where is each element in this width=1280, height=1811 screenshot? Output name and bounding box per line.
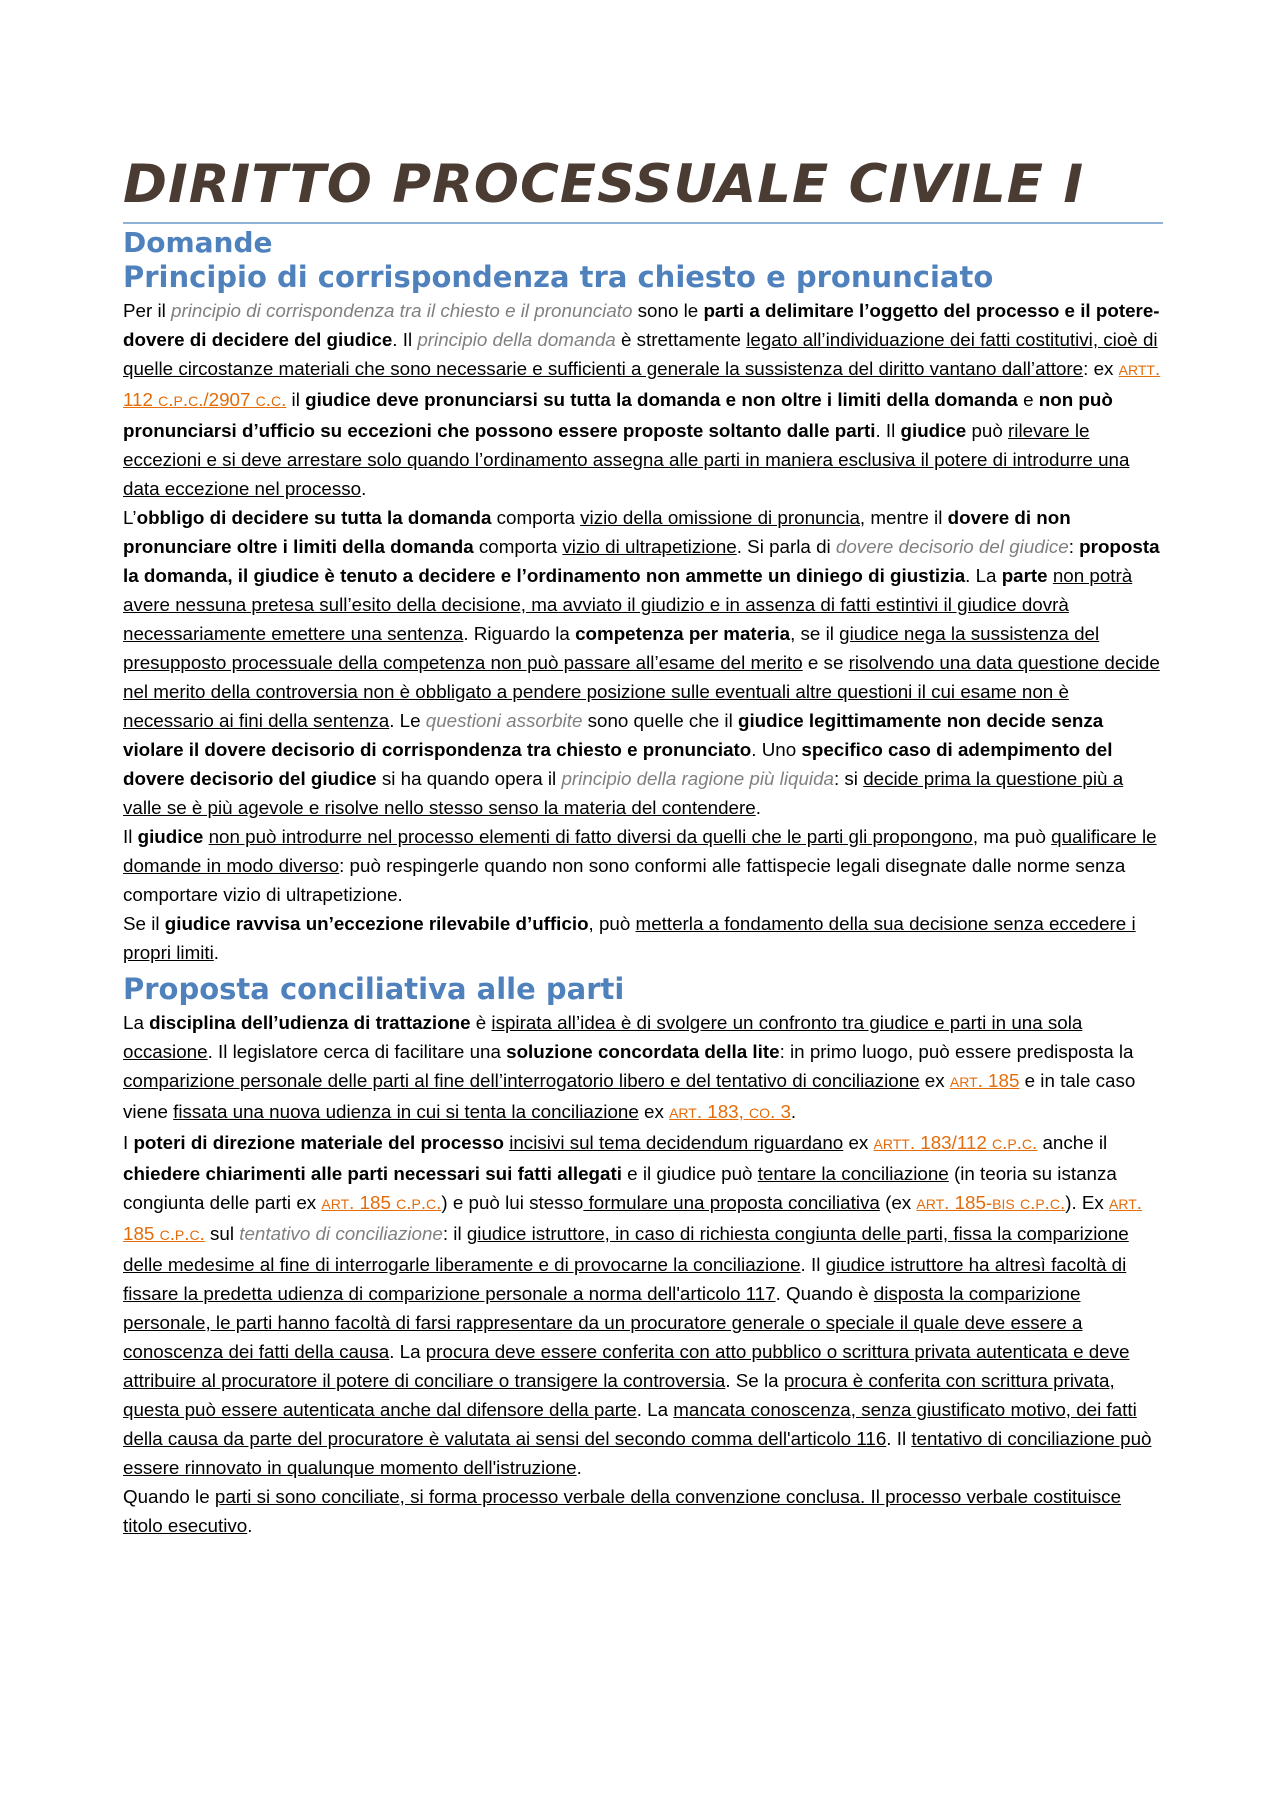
underlined-text: tentativo di conciliazione può essere rinnovato in qualunque momento dell'istruzione — [123, 1428, 1152, 1478]
underlined-text: procura è conferita con scrittura privata, questa può essere autenticata anche dal difensore della parte — [123, 1370, 1115, 1420]
bold-text: giudice deve pronunciarsi su tutta la domanda e non oltre i limiti della domanda — [305, 389, 1018, 410]
underlined-text: vizio di ultrapetizione — [562, 536, 737, 557]
bold-text: soluzione concordata della lite — [506, 1041, 780, 1062]
italic-term: principio di corrispondenza tra il chiesto e il pronunciato — [171, 300, 633, 321]
paragraph — [123, 1008, 1163, 1128]
text-run: : può respingerle quando non sono conformi alle fattispecie legali disegnate dalle norme senza comportare vizio di ultrapetizione. — [123, 855, 1126, 905]
text-run: . Si parla di — [736, 536, 836, 557]
text-run: . La — [389, 1341, 426, 1362]
text-run: . Riguardo la — [463, 623, 576, 644]
underlined-text: ispirata all’idea è di svolgere un confronto tra giudice e parti in una sola occasione — [123, 1012, 1083, 1062]
text-run: , ma può — [972, 826, 1052, 847]
paragraph — [123, 296, 1163, 503]
bold-text: giudice legittimamente non decide senza violare il dovere decisorio di corrispondenza tra chiesto e pronunciato — [123, 710, 1104, 760]
text-run: : — [1068, 536, 1080, 557]
underlined-text: rilevare le eccezioni e si deve arrestare solo quando l’ordinamento assegna alle parti in maniera esclusiva il potere di introdurre una data eccezione nel processo — [123, 420, 1130, 499]
article-reference-link[interactable]: ARTT. 183/112 C.P.C. — [873, 1132, 1038, 1153]
underlined-text: fissata una nuova udienza in cui si tenta la conciliazione — [173, 1101, 639, 1122]
text-run: . Il legislatore cerca di facilitare una — [207, 1041, 507, 1062]
text-run: e in tale caso viene — [123, 1070, 1136, 1122]
text-run: . Il — [800, 1254, 826, 1275]
text-run: . — [213, 942, 220, 963]
article-reference-link[interactable]: ART. 185 C.P.C. — [321, 1192, 442, 1213]
text-run: . La — [636, 1399, 674, 1420]
text-run: ex — [843, 1132, 874, 1153]
italic-term: questioni assorbite — [425, 710, 583, 731]
underlined-text: risolvendo una data questione decide nel merito della controversia non è obbligato a pendere posizione sulle eventuali altre questioni il cui esame non è necessario ai fini della sentenza — [123, 652, 1160, 731]
underlined-text: non potrà avere nessuna pretesa sull’esito della decisione, ma avviato il giudizio e in assenza di fatti estintivi il giudice dovrà necessariamente emettere una sentenza — [123, 565, 1133, 644]
paragraph — [123, 1128, 1163, 1482]
article-reference-link[interactable]: ART. 185 C.P.C. — [123, 1192, 1143, 1244]
article-reference-link[interactable]: ARTT. 112 C.P.C./2907 C.C. — [123, 358, 1161, 410]
text-run: : si — [833, 768, 864, 789]
text-run: Quando le — [123, 1486, 215, 1507]
text-run: sono le — [632, 300, 704, 321]
underlined-text: non può introdurre nel processo elementi di fatto diversi da quelli che le parti gli propongono — [208, 826, 973, 847]
text-run: sono quelle che il — [582, 710, 738, 731]
italic-term: principio della ragione più liquida — [561, 768, 834, 789]
bold-text: parte — [1001, 565, 1048, 586]
title-divider — [123, 222, 1163, 224]
text-run: ex — [919, 1070, 950, 1091]
underlined-text: tentare la conciliazione — [757, 1163, 949, 1184]
subheading-proposta-conciliativa: Proposta conciliativa alle parti — [123, 972, 625, 1006]
text-run: . Uno — [751, 739, 802, 760]
paragraph — [123, 503, 1163, 822]
text-run: : in primo luogo, può essere predisposta la — [779, 1041, 1134, 1062]
bold-text: giudice — [900, 420, 967, 441]
text-run: . — [576, 1457, 582, 1478]
bold-text: dovere di non pronunciare oltre i limiti della domanda — [123, 507, 1071, 557]
underlined-text: mancata conoscenza, senza giustificato motivo, dei fatti della causa da parte del procuratore è valutata ai sensi del secondo comma dell'articolo 116 — [123, 1399, 1137, 1449]
text-run: ex — [638, 1101, 670, 1122]
underlined-text: procura deve essere conferita con atto pubblico o scrittura privata autenticata e deve attribuire al procuratore il potere di conciliare o transigere la controversia — [123, 1341, 1130, 1391]
text-run: (ex — [879, 1192, 917, 1213]
bold-text: non può pronunciarsi d’ufficio su eccezioni che possono essere proposte soltanto dalle parti — [123, 389, 1113, 441]
text-run: anche il — [1037, 1132, 1108, 1153]
underlined-text: disposta la comparizione personale, le parti hanno facoltà di farsi rappresentare da un procuratore generale o speciale il quale deve essere a conoscenza dei fatti della causa — [123, 1283, 1083, 1362]
document-body — [123, 150, 1163, 1540]
text-run: è strettamente — [615, 329, 747, 350]
text-run: . Il — [886, 1428, 912, 1449]
text-run: . Il — [875, 420, 901, 441]
underlined-text: giudice istruttore, in caso di richiesta congiunta delle parti, fissa la comparizione delle medesime al fine di interrogarle liberamente e di provocarne la conciliazione — [123, 1223, 1129, 1275]
text-run: Se il — [123, 913, 165, 934]
underlined-text: incisivi sul tema decidendum riguardano — [509, 1132, 844, 1153]
article-reference-link[interactable]: ART. 183, CO. 3 — [669, 1101, 791, 1122]
underlined-text: comparizione personale delle parti al fine dell’interrogatorio libero e del tentativo di conciliazione — [123, 1070, 920, 1091]
text-run: : ex — [1083, 358, 1119, 379]
bold-text: disciplina dell’udienza di trattazione — [149, 1012, 471, 1033]
text-run: La — [123, 1012, 150, 1033]
subheading-principio-corrispondenza: Principio di corrispondenza tra chiesto e pronunciato — [123, 260, 994, 294]
text-run: comporta — [491, 507, 581, 528]
text-run: e il giudice può — [621, 1163, 758, 1184]
text-run: può — [966, 420, 1009, 441]
text-run: . Se la — [725, 1370, 784, 1391]
text-run: . — [247, 1515, 253, 1536]
underlined-text: vizio della omissione di pronuncia — [580, 507, 860, 528]
text-run: . Le — [389, 710, 426, 731]
text-run: . Il — [392, 329, 418, 350]
bold-text: parti a delimitare l’oggetto del processo e il potere-dovere di decidere del giudice — [123, 300, 1160, 350]
underlined-text: legato all’individuazione dei fatti costitutivi, cioè di quelle circostanze materiali che sono necessarie e sufficienti a generale la sussistenza del diritto vantano dall’attore — [123, 329, 1158, 379]
text-run: Il — [123, 826, 138, 847]
text-run: e se — [802, 652, 849, 673]
text-run: comporta — [473, 536, 563, 557]
text-run: . — [361, 478, 367, 499]
text-run: Per il — [123, 300, 172, 321]
text-run: : il — [442, 1223, 467, 1244]
bold-text: chiedere chiarimenti alle parti necessari sui fatti allegati — [123, 1163, 622, 1184]
underlined-text: qualificare le domande in modo diverso — [123, 826, 1157, 876]
text-run: si ha quando opera il — [376, 768, 562, 789]
text-run: il — [286, 389, 306, 410]
paragraph — [123, 909, 1163, 967]
text-run: . La — [965, 565, 1002, 586]
article-reference-link[interactable]: ART. 185 — [949, 1070, 1020, 1091]
bold-text: proposta la domanda, il giudice è tenuto a decidere e l’ordinamento non ammette un diniego di giustizia — [123, 536, 1160, 586]
underlined-text: giudice istruttore ha altresì facoltà di fissare la predetta udienza di comparizione personale a norma dell'articolo 117 — [123, 1254, 1127, 1304]
underlined-text: decide prima la questione più a valle se è più agevole e risolve nello stesso senso la materia del contendere — [123, 768, 1124, 818]
bold-text: specifico caso di adempimento del dovere decisorio del giudice — [123, 739, 1113, 789]
paragraph — [123, 1482, 1163, 1540]
paragraph — [123, 822, 1163, 909]
bold-text: giudice ravvisa un’eccezione rilevabile d’ufficio — [164, 913, 589, 934]
text-run: . — [790, 1101, 797, 1122]
text-run: L’ — [123, 507, 137, 528]
underlined-text: giudice nega la sussistenza del presupposto processuale della competenza non può passare all’esame del merito — [123, 623, 1100, 673]
text-run: . — [755, 797, 761, 818]
text-run: è — [470, 1012, 492, 1033]
italic-term: principio della domanda — [417, 329, 616, 350]
text-run: I — [123, 1132, 134, 1153]
text-run: , se il — [790, 623, 840, 644]
text-run: e — [1017, 389, 1039, 410]
section-heading-domande: Domande — [123, 226, 273, 259]
underlined-text: metterla a fondamento della sua decisione senza eccedere i propri limiti — [123, 913, 1136, 963]
text-run: . Quando è — [775, 1283, 874, 1304]
article-reference-link[interactable]: ART. 185-BIS C.P.C. — [916, 1192, 1066, 1213]
text-run: ). Ex — [1065, 1192, 1110, 1213]
bold-text: poteri di direzione materiale del processo — [133, 1132, 504, 1153]
bold-text: competenza per materia — [575, 623, 791, 644]
text-run: , mentre il — [859, 507, 948, 528]
bold-text: giudice — [137, 826, 204, 847]
text-run: , può — [588, 913, 636, 934]
text-run: sul — [204, 1223, 240, 1244]
underlined-text: formulare una proposta conciliativa — [583, 1192, 880, 1213]
text-run: ) e può lui stesso — [441, 1192, 584, 1213]
text-run: (in teoria su istanza congiunta delle parti ex — [123, 1163, 1117, 1213]
italic-term: dovere decisorio del giudice — [835, 536, 1069, 557]
italic-term: tentativo di conciliazione — [239, 1223, 443, 1244]
bold-text: obbligo di decidere su tutta la domanda — [136, 507, 492, 528]
document-title: DIRITTO PROCESSUALE CIVILE I — [123, 154, 1085, 215]
underlined-text: parti si sono conciliate, si forma processo verbale della convenzione conclusa. Il processo verbale costituisce titolo esecutivo — [123, 1486, 1122, 1536]
